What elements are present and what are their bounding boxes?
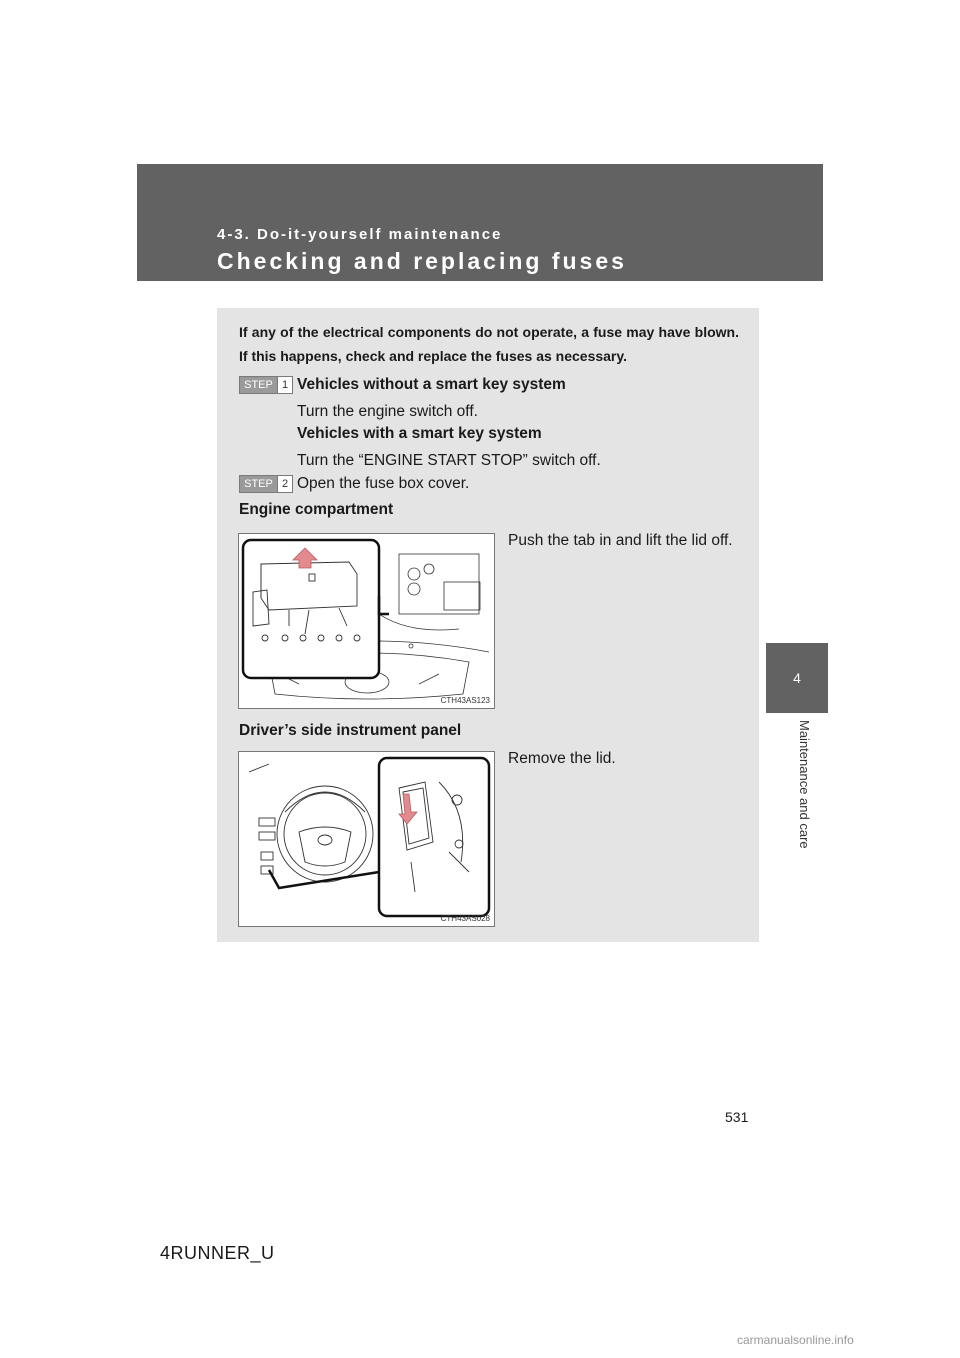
figure-code: CTH43AS123 xyxy=(440,696,490,705)
step-badge-number: 2 xyxy=(277,476,292,492)
instrument-panel-figure xyxy=(238,751,495,927)
intro-text: If any of the electrical components do not operate, a fuse may have blown. If this happens, check and replace the fuses as necessary. xyxy=(239,324,739,364)
step-1-badge xyxy=(239,376,293,394)
step-badge-word: STEP xyxy=(244,478,273,490)
engine-compartment-figure xyxy=(238,533,495,709)
step-1-text-a: Turn the engine switch off. xyxy=(297,403,478,420)
model-code: 4RUNNER_U xyxy=(160,1243,275,1263)
page-number: 531 xyxy=(725,1109,749,1125)
chapter-label: Maintenance and care xyxy=(797,720,812,849)
engine-compartment-heading: Engine compartment xyxy=(239,501,394,518)
chapter-tab: 4 xyxy=(766,643,828,713)
step-badge-number: 1 xyxy=(277,377,292,393)
page-title: Checking and replacing fuses xyxy=(217,248,627,274)
section-label: 4-3. Do-it-yourself maintenance xyxy=(217,226,503,243)
watermark: carmanualsonline.info xyxy=(737,1333,854,1347)
instrument-panel-description: Remove the lid. xyxy=(508,750,616,767)
step-badge-word: STEP xyxy=(244,379,273,391)
engine-bay-illustration xyxy=(239,534,494,708)
section-header xyxy=(137,164,823,281)
step-2-badge xyxy=(239,475,293,493)
step-1-heading-b: Vehicles with a smart key system xyxy=(297,425,542,442)
step-1-heading-a: Vehicles without a smart key system xyxy=(297,376,566,393)
step-1-text-b: Turn the “ENGINE START STOP” switch off. xyxy=(297,452,601,469)
instrument-panel-heading: Driver’s side instrument panel xyxy=(239,722,462,739)
step-2-text: Open the fuse box cover. xyxy=(297,475,470,492)
figure-code: CTH43AS028 xyxy=(440,914,490,923)
instrument-panel-illustration xyxy=(239,752,494,926)
engine-compartment-description: Push the tab in and lift the lid off. xyxy=(508,532,733,549)
